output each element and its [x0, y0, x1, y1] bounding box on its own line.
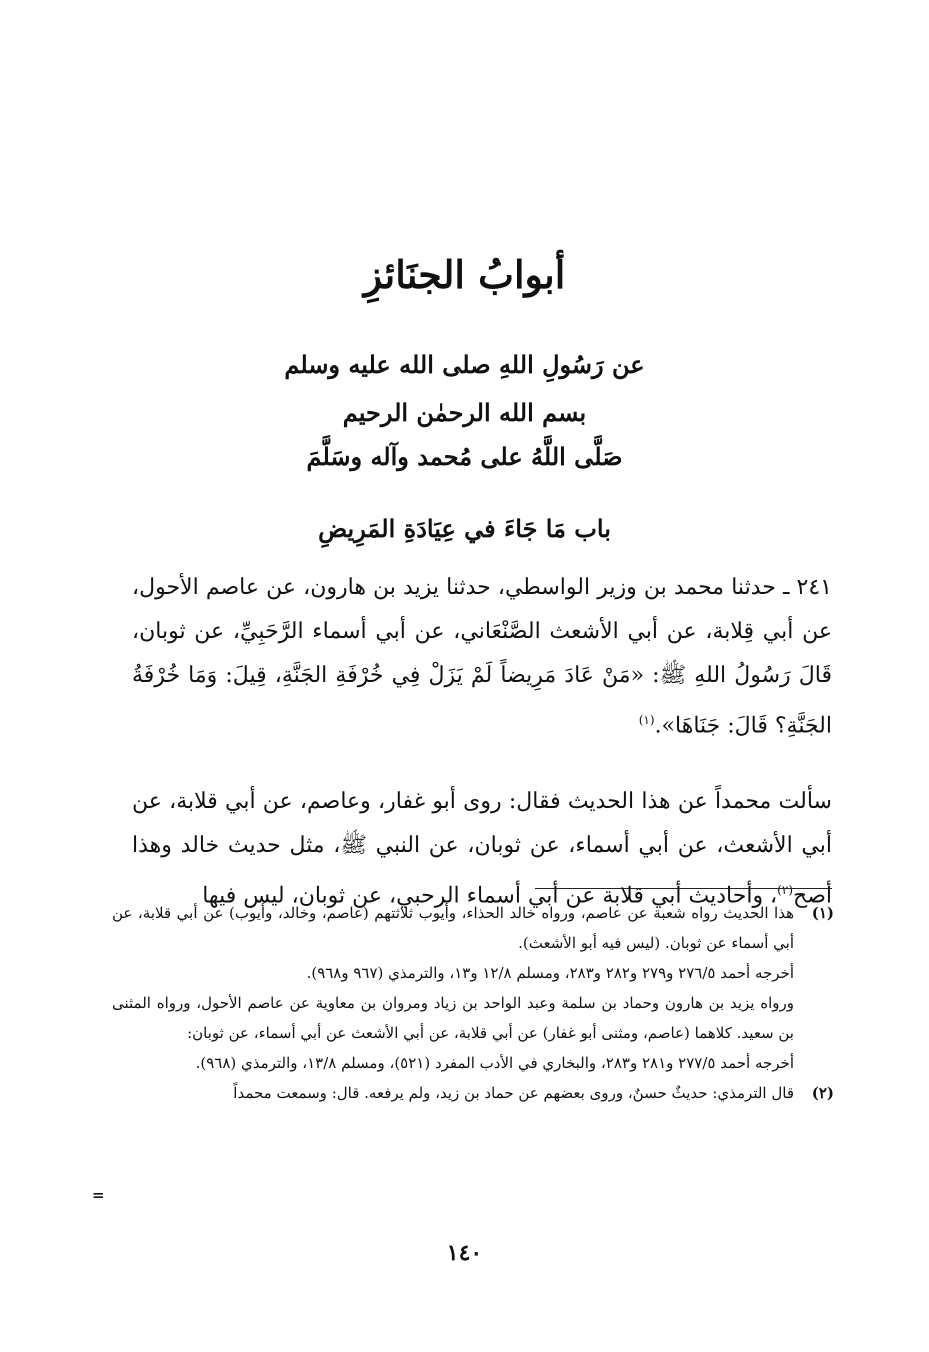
footnote-1 — [112, 898, 834, 1078]
discussion-footnote-marker: (٢) — [777, 883, 793, 897]
footnote-line: قال الترمذي: حديثٌ حسنٌ، وروى بعضهم عن حماد بن زيد، ولم يرفعه. قال: وسمعت محمداً — [233, 1084, 794, 1102]
footnote-continuation-mark: = — [92, 1186, 105, 1204]
hadith-text: ٢٤١ ـ حدثنا محمد بن وزير الواسطي، حدثنا يزيد بن هارون، عن عاصم الأحول، عن أبي قِلابة، عن أبي الأشعث الصَّنْعَاني، عن أبي أسماء الرَّحَبِيِّ، عن ثوبان، قَالَ رَسُولُ اللهِ ﷺ: «مَنْ عَادَ مَرِيضاً لَمْ يَزَلْ فِي خُرْفَةِ الجَنَّةِ، قِيلَ: وَمَا خُرْفَةُ الجَنَّةِ؟ قَالَ: جَنَاهَا». — [132, 575, 832, 739]
footnote-line: أخرجه أحمد ٢٧٧/٥ و٢٨١ و٢٨٣، والبخاري في الأدب المفرد (٥٢١)، ومسلم ١٣/٨، والترمذي (٩٦٨). — [195, 1054, 794, 1072]
footnote-divider — [535, 888, 832, 889]
footnote-line: هذا الحديث رواه شعبة عن عاصم، ورواه خالد الحذاء، وأيوب ثلاثتهم (عاصم، وخالد، وأيوب) عن أبي قلابة، عن أبي أسماء عن ثوبان. (ليس فيه أبو الأشعث). — [112, 904, 794, 952]
hadith-paragraph — [132, 566, 832, 748]
subtitle-line-1: عن رَسُولِ اللهِ صلى الله عليه وسلم — [284, 350, 645, 379]
footnote-number: (١) — [811, 904, 834, 922]
footnotes — [112, 898, 834, 1108]
discussion-text-a: سألت محمداً عن هذا الحديث فقال: روى أبو غفار، وعاصم، عن أبي قلابة، عن أبي الأشعث، عن أبي أسماء، عن ثوبان، عن النبي ﷺ، مثل حديث خالد وهذا أصح — [132, 789, 832, 909]
footnote-line: ورواه يزيد بن هارون وحماد بن سلمة وعبد الواحد بن زياد ومروان بن معاوية عن عاصم الأحول، ورواه المثنى بن سعيد. كلاهما (عاصم، ومثنى أبو غفار) عن أبي قلابة، عن أبي الأشعث عن أبي أسماء، عن ثوبان: — [112, 994, 794, 1042]
hadith-footnote-marker: (١) — [638, 713, 655, 727]
salawat-line: صَلَّى اللَّهُ على مُحمد وآله وسَلَّمَ — [306, 442, 623, 471]
footnote-line: أخرجه أحمد ٢٧٦/٥ و٢٧٩ و٢٨٢ و٢٨٣، ومسلم ١٢/٨ و١٣، والترمذي (٩٦٧ و٩٦٨). — [306, 964, 794, 982]
footnote-number: (٢) — [811, 1084, 834, 1102]
section-title: أبوابُ الجنَائزِ — [363, 252, 566, 297]
basmala-line: بسم الله الرحمٰن الرحيم — [342, 398, 587, 427]
chapter-title: باب مَا جَاءَ في عِيَادَةِ المَرِيضِ — [318, 514, 611, 543]
footnote-2 — [112, 1078, 834, 1108]
discussion-text-b: ، وأحاديث أبي قلابة عن أبي أسماء الرحبي، عن ثوبان، ليس فيها — [202, 883, 778, 909]
page-number: ١٤٠ — [446, 1240, 483, 1266]
